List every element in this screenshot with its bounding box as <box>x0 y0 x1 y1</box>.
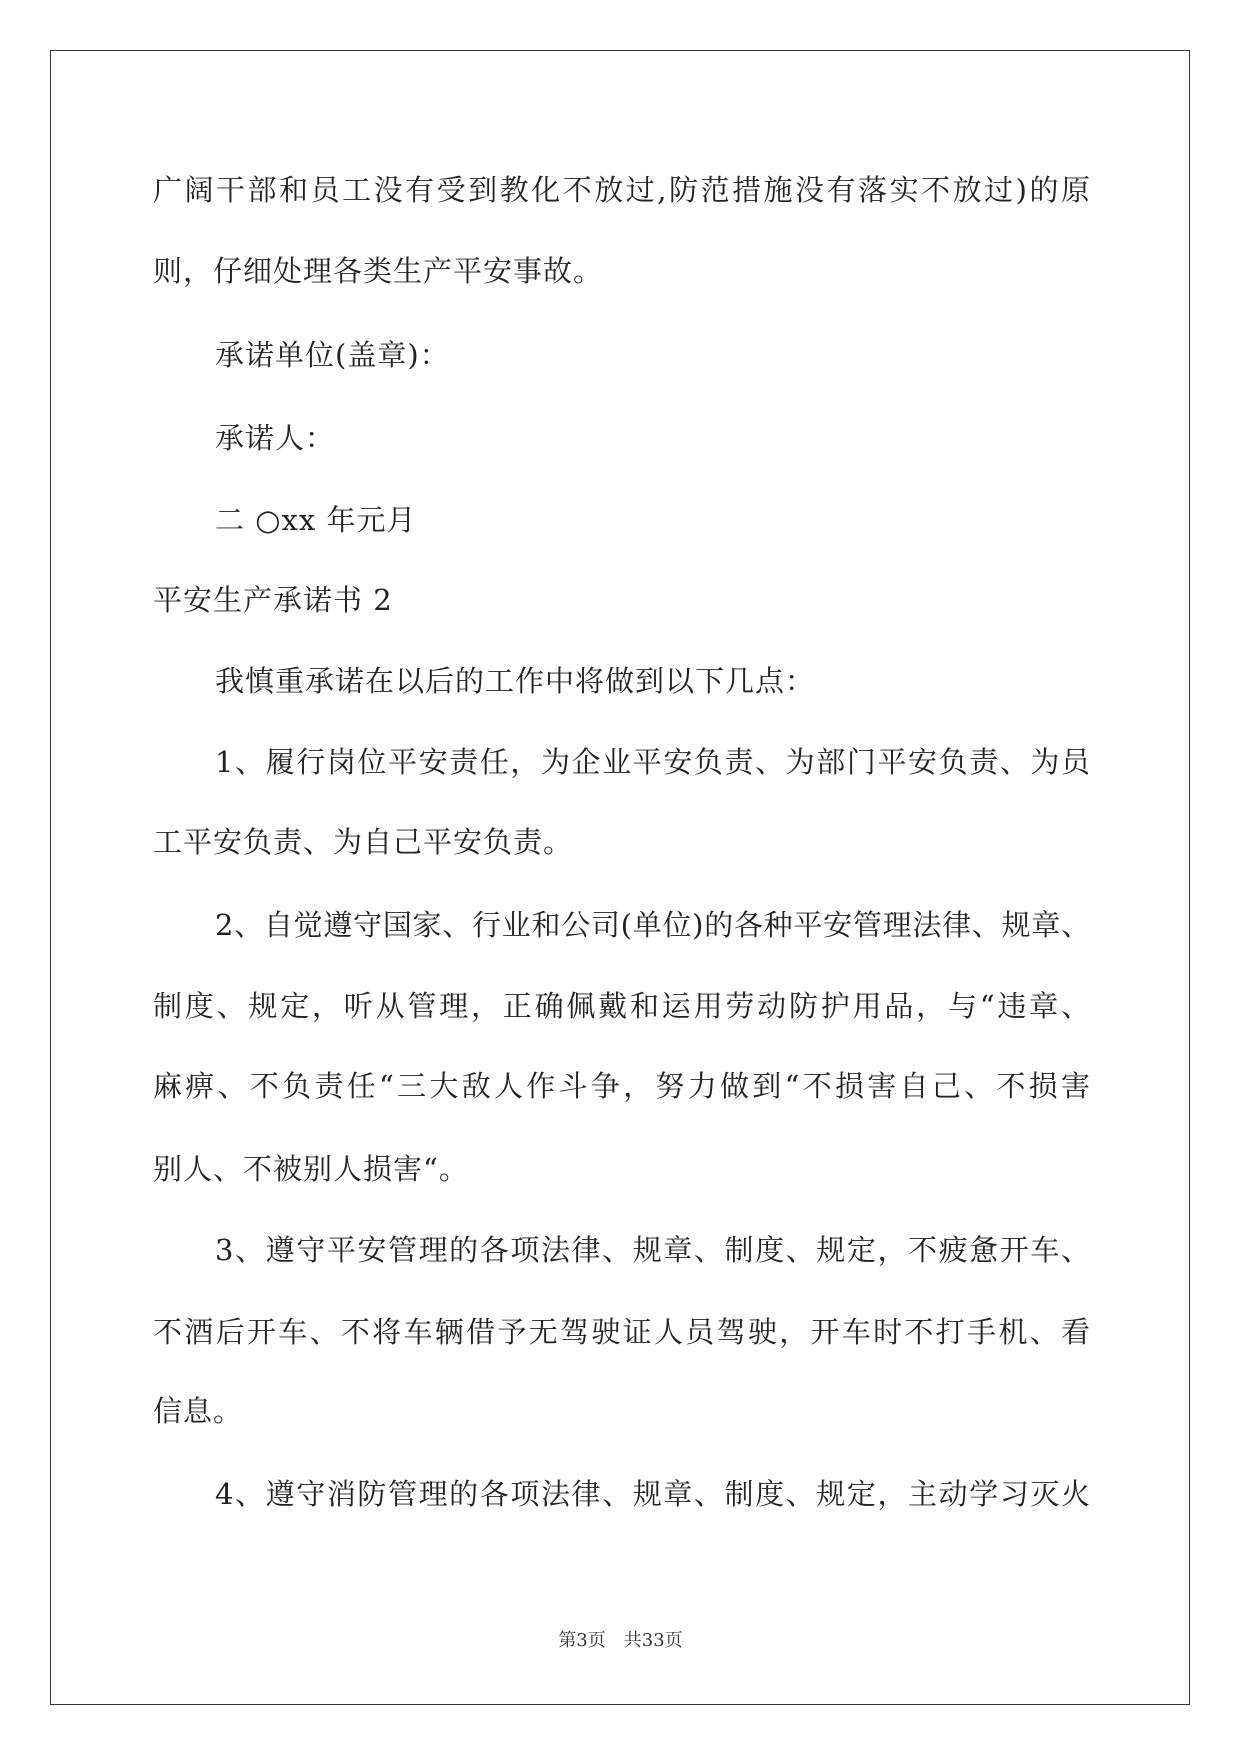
paragraph-line: 工平安负责、为自己平安负责。 <box>153 825 574 859</box>
paragraph-line: 别人、不被别人损害“。 <box>153 1152 469 1186</box>
paragraph-line: 制度、规定，听从管理，正确佩戴和运用劳动防护用品，与“违章、 <box>153 989 1090 1023</box>
paragraph-line: 2、自觉遵守国家、行业和公司(单位)的各种平安管理法律、规章、 <box>215 908 1090 942</box>
page-number-footer: 第3页 共33页 <box>558 1630 683 1651</box>
paragraph-line: 不酒后开车、不将车辆借予无驾驶证人员驾驶，开车时不打手机、看 <box>153 1315 1090 1349</box>
paragraph-line: 广阔干部和员工没有受到教化不放过,防范措施没有落实不放过)的原 <box>153 173 1090 207</box>
date-line: 二 ○xx 年元月 <box>215 503 417 537</box>
section-heading: 平安生产承诺书 2 <box>153 583 393 617</box>
paragraph-line: 1、履行岗位平安责任，为企业平安负责、为部门平安负责、为员 <box>215 745 1090 779</box>
signature-person-line: 承诺人： <box>215 421 336 455</box>
paragraph-line: 信息。 <box>153 1394 244 1428</box>
signature-unit-line: 承诺单位(盖章)： <box>215 338 450 372</box>
page-border <box>50 50 1190 1705</box>
paragraph-line: 麻痹、不负责任“三大敌人作斗争，努力做到“不损害自己、不损害 <box>153 1069 1090 1103</box>
paragraph-line: 则，仔细处理各类生产平安事故。 <box>153 254 604 288</box>
paragraph-line: 我慎重承诺在以后的工作中将做到以下几点： <box>215 664 816 698</box>
paragraph-line: 3、遵守平安管理的各项法律、规章、制度、规定，不疲惫开车、 <box>215 1233 1090 1267</box>
paragraph-line: 4、遵守消防管理的各项法律、规章、制度、规定，主动学习灭火 <box>215 1477 1090 1511</box>
